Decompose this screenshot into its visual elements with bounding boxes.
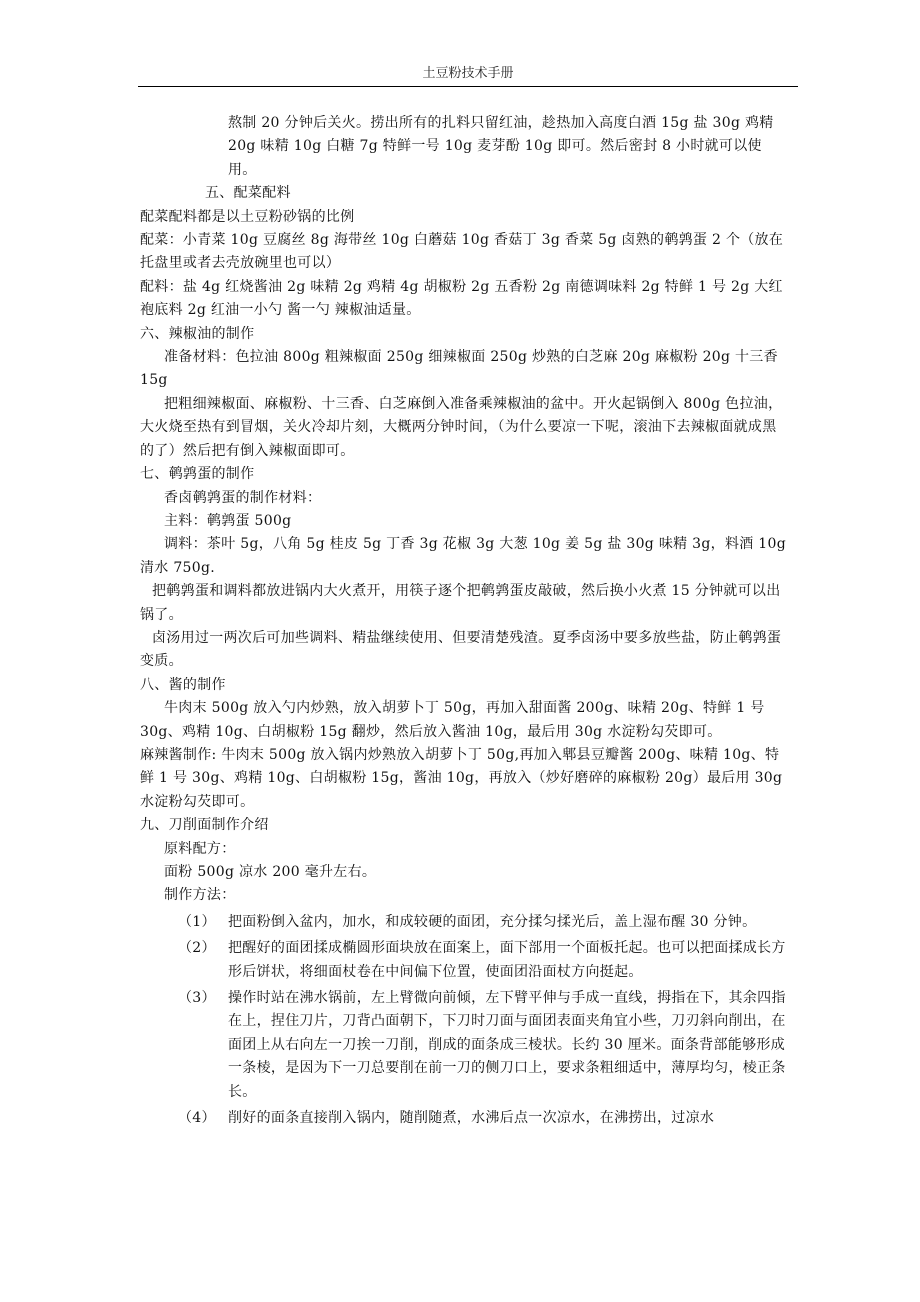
paragraph: 配菜配料都是以土豆粉砂锅的比例 bbox=[140, 208, 355, 225]
page-title: 土豆粉技术手册 bbox=[422, 66, 514, 81]
list-item bbox=[140, 937, 790, 984]
step-text: 把醒好的面团揉成椭圆形面块放在面案上，面下部用一个面板托起。也可以把面揉成长方形后饼状，将细面杖卷在中间偏下位置，使面团沿面杖方向挺起。 bbox=[228, 940, 786, 980]
step-number: （1） bbox=[178, 913, 216, 930]
section-heading-8: 八、酱的制作 bbox=[140, 676, 226, 693]
step-number: （4） bbox=[178, 1110, 216, 1127]
step-text: 操作时站在沸水锅前，左上臂微向前倾，左下臂平伸与手成一直线，拇指在下，其余四指在上，捏住刀片，刀背凸面朝下，下刀时刀面与面团表面夹角宜小些，刀刃斜向削出，在面团上从右向左一刀挨一刀削，削成的面条成三棱状。长约 30 厘米。面条背部能够形成一条棱，是因为下一刀总要削在前一刀的侧刀口上，要求条粗细适中，薄厚均匀，棱正条长。 bbox=[228, 990, 786, 1100]
page-header bbox=[138, 64, 798, 87]
paragraph: 配菜：小青菜 10g 豆腐丝 8g 海带丝 10g 白蘑菇 10g 香菇丁 3g 香菜 5g 卤熟的鹌鹑蛋 2 个（放在托盘里或者去壳放碗里也可以） bbox=[140, 232, 784, 272]
step-number: （3） bbox=[178, 990, 216, 1007]
list-item bbox=[140, 987, 790, 1104]
step-number: （2） bbox=[178, 940, 216, 957]
paragraph: 原料配方： bbox=[164, 840, 236, 857]
paragraph: 把鹌鹑蛋和调料都放进锅内大火煮开，用筷子逐个把鹌鹑蛋皮敲破，然后换小火煮 15 分钟就可以出锅了。 bbox=[140, 583, 781, 623]
paragraph: 主料：鹌鹑蛋 500g bbox=[164, 512, 292, 529]
paragraph: 熬制 20 分钟后关火。捞出所有的扎料只留红油，趁热加入高度白酒 15g 盐 30g 鸡精 20g 味精 10g 白糖 7g 特鲜一号 10g 麦芽酚 10g 即可。然后密封 8 小时就可以使用。 bbox=[228, 115, 774, 178]
paragraph: 麻辣酱制作: 牛肉末 500g 放入锅内炒熟放入胡萝卜丁 50g,再加入郫县豆瓣酱 200g、味精 10g、特鲜 1 号 30g、鸡精 10g、白胡椒粉 15g，酱油 10g，再放入（炒好磨碎的麻椒粉 20g）最后用 30g 水淀粉勾芡即可。 bbox=[140, 746, 783, 810]
paragraph: 准备材料：色拉油 800g 粗辣椒面 250g 细辣椒面 250g 炒熟的白芝麻 20g 麻椒粉 20g 十三香 15g bbox=[140, 349, 778, 389]
section-heading-7: 七、鹌鹑蛋的制作 bbox=[140, 466, 255, 483]
paragraph: 卤汤用过一两次后可加些调料、精盐继续使用、但要清楚残渣。夏季卤汤中要多放些盐，防止鹌鹑蛋变质。 bbox=[140, 629, 782, 670]
step-text: 把面粉倒入盆内，加水，和成较硬的面团，充分揉匀揉光后，盖上湿布醒 30 分钟。 bbox=[228, 913, 757, 930]
step-text: 削好的面条直接削入锅内，随削随煮，水沸后点一次凉水，在沸捞出，过凉水 bbox=[228, 1110, 715, 1127]
section-heading-6: 六、辣椒油的制作 bbox=[140, 325, 255, 342]
section-heading-5: 五、配菜配料 bbox=[205, 185, 291, 202]
section-heading-9: 九、刀削面制作介绍 bbox=[140, 817, 269, 834]
paragraph: 调料：茶叶 5g，八角 5g 桂皮 5g 丁香 3g 花椒 3g 大葱 10g 姜 5g 盐 30g 味精 3g，料酒 10g 清水 750g. bbox=[140, 536, 786, 576]
document-body bbox=[140, 112, 790, 1130]
paragraph: 把粗细辣椒面、麻椒粉、十三香、白芝麻倒入准备乘辣椒油的盆中。开火起锅倒入 800g 色拉油，大火烧至热有到冒烟，关火冷却片刻，大概两分钟时间，（为什么要凉一下呢，滚油下去辣椒面就成黑的了）然后把有倒入辣椒面即可。 bbox=[140, 395, 783, 459]
paragraph: 配料：盐 4g 红烧酱油 2g 味精 2g 鸡精 4g 胡椒粉 2g 五香粉 2g 南德调味料 2g 特鲜 1 号 2g 大红袍底料 2g 红油一小勺 酱一勺 辣椒油适量。 bbox=[140, 278, 783, 319]
paragraph: 香卤鹌鹑蛋的制作材料： bbox=[164, 489, 322, 506]
list-item bbox=[140, 911, 790, 934]
paragraph: 牛肉末 500g 放入勺内炒熟，放入胡萝卜丁 50g，再加入甜面酱 200g、味精 20g、特鲜 1 号 30g、鸡精 10g、白胡椒粉 15g 翻炒，然后放入酱油 10g，最后用 30g 水淀粉勾芡即可。 bbox=[140, 700, 765, 740]
list-item bbox=[140, 1107, 790, 1130]
paragraph: 制作方法： bbox=[164, 887, 236, 904]
paragraph: 面粉 500g 凉水 200 毫升左右。 bbox=[164, 864, 377, 880]
